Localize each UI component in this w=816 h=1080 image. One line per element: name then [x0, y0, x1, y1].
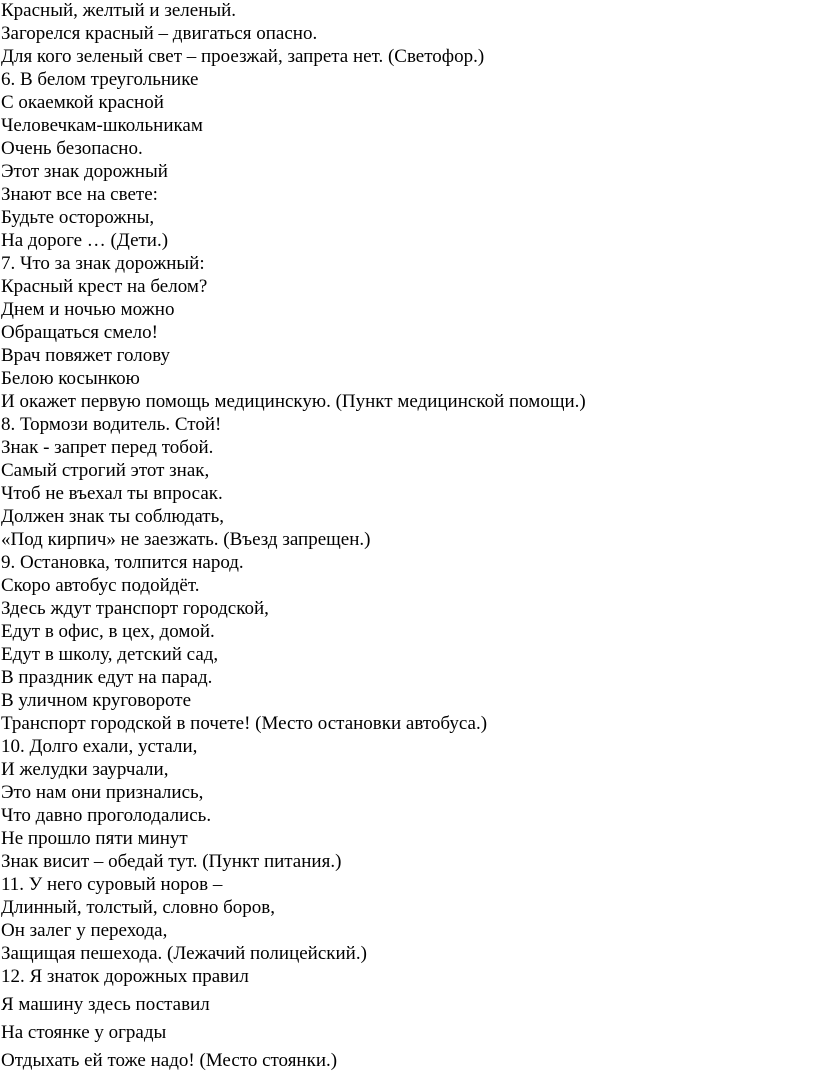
text-line: Он залег у перехода,	[1, 920, 168, 941]
text-line: И окажет первую помощь медицинскую. (Пункт медицинской помощи.)	[1, 391, 586, 412]
text-line: Знак - запрет перед тобой.	[1, 437, 214, 458]
text-line: Не прошло пяти минут	[1, 828, 188, 849]
text-line: «Под кирпич» не заезжать. (Въезд запрещен.)	[1, 529, 371, 550]
text-line: Знак висит – обедай тут. (Пункт питания.)	[1, 851, 342, 872]
text-line: С окаемкой красной	[1, 92, 164, 113]
text-line: Человечкам-школьникам	[1, 115, 203, 136]
text-line: На стоянке у ограды	[1, 1022, 167, 1043]
text-line: Красный крест на белом?	[1, 276, 208, 297]
text-line: Врач повяжет голову	[1, 345, 171, 366]
text-line: Это нам они признались,	[1, 782, 204, 803]
text-line: 8. Тормози водитель. Стой!	[1, 414, 222, 435]
text-line: В уличном круговороте	[1, 690, 191, 711]
text-line: В праздник едут на парад.	[1, 667, 213, 688]
text-line: Днем и ночью можно	[1, 299, 175, 320]
text-line: Скоро автобус подойдёт.	[1, 575, 200, 596]
text-line: 12. Я знаток дорожных правил	[1, 966, 249, 987]
text-line: Загорелся красный – двигаться опасно.	[1, 23, 318, 44]
text-line: 6. В белом треугольнике	[1, 69, 199, 90]
text-line: Что давно проголодались.	[1, 805, 212, 826]
text-line: 7. Что за знак дорожный:	[1, 253, 205, 274]
text-line: Транспорт городской в почете! (Место остановки автобуса.)	[1, 713, 488, 734]
text-line: Отдыхать ей тоже надо! (Место стоянки.)	[1, 1050, 338, 1071]
text-line: Защищая пешехода. (Лежачий полицейский.)	[1, 943, 367, 964]
text-line: Чтоб не въехал ты впросак.	[1, 483, 223, 504]
text-line: Здесь ждут транспорт городской,	[1, 598, 269, 619]
text-line: Белою косынкою	[1, 368, 140, 389]
text-line: Очень безопасно.	[1, 138, 143, 159]
text-line: На дороге … (Дети.)	[1, 230, 169, 251]
text-line: Должен знак ты соблюдать,	[1, 506, 224, 527]
text-line: 10. Долго ехали, устали,	[1, 736, 198, 757]
text-line: Я машину здесь поставил	[1, 994, 210, 1015]
text-line: Едут в офис, в цех, домой.	[1, 621, 215, 642]
text-line: Едут в школу, детский сад,	[1, 644, 219, 665]
text-line: 11. У него суровый норов –	[1, 874, 223, 895]
text-line: Красный, желтый и зеленый.	[1, 0, 237, 21]
text-line: 9. Остановка, толпится народ.	[1, 552, 244, 573]
text-line: Будьте осторожны,	[1, 207, 155, 228]
text-line: Длинный, толстый, словно боров,	[1, 897, 276, 918]
text-line: Обращаться смело!	[1, 322, 158, 343]
text-line: Знают все на свете:	[1, 184, 158, 205]
text-line: Этот знак дорожный	[1, 161, 168, 182]
text-line: Для кого зеленый свет – проезжай, запрета нет. (Светофор.)	[1, 46, 485, 67]
text-line: Самый строгий этот знак,	[1, 460, 210, 481]
text-line: И желудки заурчали,	[1, 759, 169, 780]
